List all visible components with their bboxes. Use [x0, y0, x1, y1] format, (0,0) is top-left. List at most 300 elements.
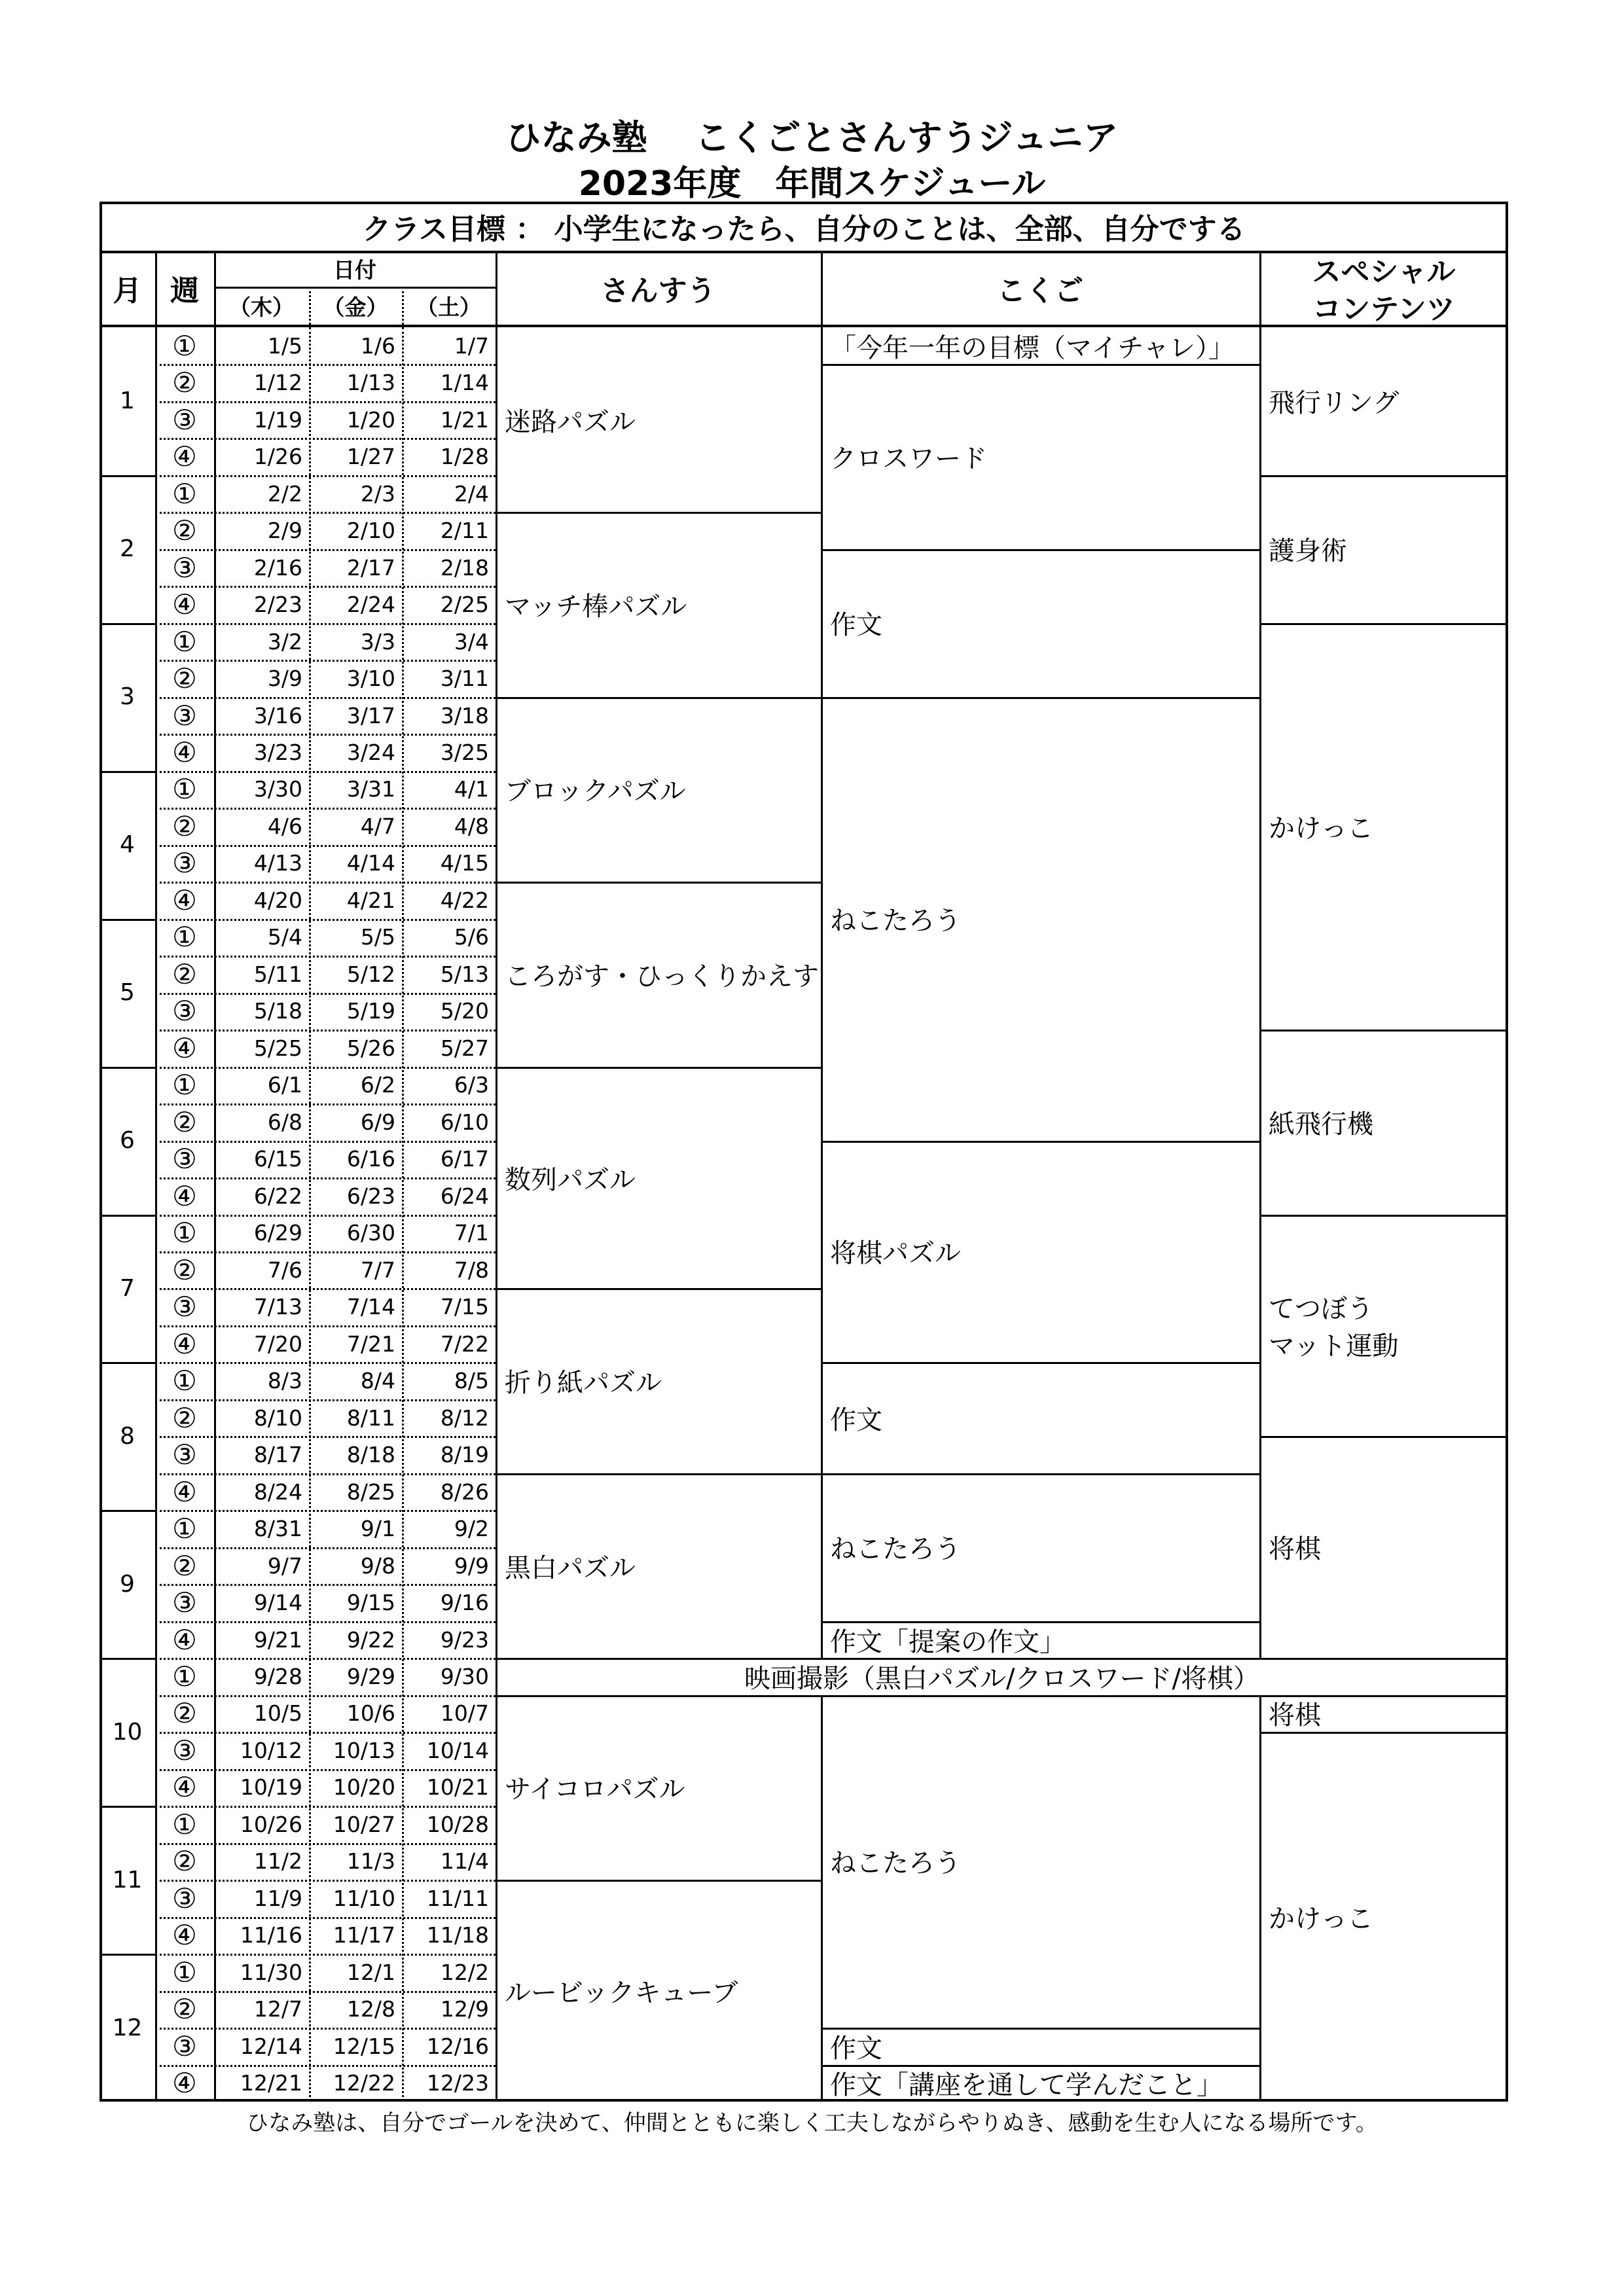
date-fri-label: 1/13: [346, 370, 395, 396]
week-number: [155, 1954, 214, 1990]
date-fri: [309, 1473, 402, 1510]
date-sat-label: 8/19: [440, 1442, 489, 1468]
date-fri-label: 2/10: [346, 518, 395, 544]
date-sat: [402, 1769, 496, 1806]
date-thu-label: 4/13: [253, 850, 302, 876]
date-fri: [309, 1991, 402, 2028]
row-divider: [155, 1954, 496, 1956]
date-fri-label: 3/31: [346, 776, 395, 802]
kokugo-topic-label: ねこたろう: [830, 906, 961, 937]
date-fri-label: 7/7: [360, 1257, 395, 1283]
date-thu: [214, 1288, 309, 1325]
week-number-label: ④: [172, 440, 197, 473]
col-line-group: [1259, 1695, 1261, 2102]
kokugo-topic-divider: [821, 1621, 1259, 1623]
date-fri: [309, 771, 402, 808]
date-thu: [214, 1991, 309, 2028]
date-thu: [214, 1399, 309, 1436]
month-divider: [99, 1806, 155, 1808]
date-thu: [214, 1695, 309, 1732]
special-topic-label: てつぼう マット運動: [1269, 1293, 1399, 1361]
month-label-label: 7: [120, 1274, 135, 1302]
week-number-label: ③: [172, 551, 197, 584]
month-divider: [99, 1510, 155, 1512]
date-thu: [214, 1251, 309, 1288]
week-number-label: ①: [172, 773, 197, 806]
week-number: [155, 993, 214, 1030]
row-divider: [155, 623, 496, 625]
date-fri-label: 10/20: [333, 1774, 395, 1801]
date-fri-label: 9/15: [346, 1590, 395, 1616]
date-sat: [402, 1658, 496, 1695]
date-sat-label: 6/10: [440, 1109, 489, 1135]
date-fri: [309, 808, 402, 844]
sansu-topic-divider: [496, 1067, 821, 1069]
week-number-label: ①: [172, 1365, 197, 1397]
date-fri-label: 10/13: [333, 1737, 395, 1763]
date-sat-label: 4/22: [440, 887, 489, 913]
date-fri: [309, 1880, 402, 1916]
date-sat-label: 10/28: [426, 1811, 489, 1837]
date-thu: [214, 845, 309, 882]
date-thu-label: 4/20: [253, 887, 302, 913]
week-number: [155, 1510, 214, 1547]
date-sat: [402, 364, 496, 401]
date-fri: [309, 660, 402, 696]
row-divider: [155, 1030, 496, 1031]
date-sat: [402, 438, 496, 475]
date-fri: [309, 882, 402, 918]
week-number-label: ③: [172, 1439, 197, 1471]
month-label-label: 6: [120, 1127, 135, 1155]
kokugo-topic: [821, 1473, 1259, 1621]
date-sat-label: 2/4: [454, 480, 489, 507]
date-fri-label: 1/6: [360, 332, 395, 359]
week-number-label: ①: [172, 1660, 197, 1693]
sansu-topic-label: サイコロパズル: [505, 1774, 685, 1805]
date-sat: [402, 1954, 496, 1990]
date-thu-label: 8/3: [267, 1368, 302, 1394]
week-number-label: ②: [172, 1845, 197, 1878]
date-fri: [309, 1436, 402, 1473]
date-thu: [214, 1658, 309, 1695]
date-sat: [402, 1621, 496, 1658]
row-divider: [155, 512, 496, 514]
date-thu-label: 7/20: [253, 1331, 302, 1357]
date-sat: [402, 1103, 496, 1140]
date-fri-label: 2/17: [346, 554, 395, 581]
date-sat-label: 12/16: [426, 2033, 489, 2059]
date-sat-label: 2/11: [440, 518, 489, 544]
special-topic-label: 将棋: [1269, 1534, 1321, 1565]
week-number-label: ③: [172, 847, 197, 880]
date-fri-label: 4/14: [346, 850, 395, 876]
date-thu-label: 3/30: [253, 776, 302, 802]
class-goal-label: クラス目標 ： 小学生になったら、自分のことは、全部、自分でする: [362, 212, 1246, 246]
date-fri-label: 7/14: [346, 1294, 395, 1320]
kokugo-topic-divider: [821, 697, 1259, 699]
date-sat: [402, 882, 496, 918]
week-number: [155, 623, 214, 660]
month-label: [99, 919, 155, 1067]
date-thu-label: 12/14: [240, 2033, 302, 2059]
sansu-topic-divider: [496, 1880, 821, 1882]
sansu-topic-divider: [496, 512, 821, 514]
week-number: [155, 512, 214, 548]
date-sat-label: 7/1: [454, 1220, 489, 1246]
header-week: [155, 251, 214, 325]
date-sat: [402, 956, 496, 992]
date-thu: [214, 1584, 309, 1621]
special-topic: [1259, 1695, 1508, 1732]
week-number-label: ②: [172, 958, 197, 990]
row-divider: [155, 734, 496, 736]
date-sat: [402, 2028, 496, 2064]
date-sat-label: 1/14: [440, 370, 489, 396]
date-fri-label: 10/27: [333, 1811, 395, 1837]
month-divider: [99, 1215, 155, 1217]
date-sat-label: 3/4: [454, 628, 489, 655]
special-topic: [1259, 1030, 1508, 1214]
row-divider: [155, 1399, 496, 1401]
date-sat: [402, 993, 496, 1030]
date-thu-label: 10/12: [240, 1737, 302, 1763]
week-number: [155, 919, 214, 956]
row-divider: [155, 438, 496, 440]
sansu-topic-divider: [496, 697, 821, 699]
date-thu: [214, 1103, 309, 1140]
week-number: [155, 1695, 214, 1732]
date-sat: [402, 1436, 496, 1473]
date-fri-label: 5/5: [360, 924, 395, 950]
date-fri: [309, 327, 402, 364]
header-month-label: 月: [113, 274, 142, 308]
row-divider: [155, 1732, 496, 1734]
sansu-topic-label: 数列パズル: [505, 1164, 636, 1195]
date-thu-label: 6/1: [267, 1072, 302, 1098]
kokugo-topic-divider: [821, 364, 1259, 366]
date-sat: [402, 1991, 496, 2028]
week-number-label: ④: [172, 736, 197, 768]
date-thu-label: 10/5: [253, 1700, 302, 1727]
date-fri: [309, 697, 402, 734]
kokugo-topic: [821, 1141, 1259, 1363]
date-fri: [309, 956, 402, 992]
date-thu: [214, 2065, 309, 2102]
date-fri-label: 11/3: [346, 1848, 395, 1874]
date-sat: [402, 1584, 496, 1621]
month-label: [99, 623, 155, 771]
date-sat-label: 11/4: [440, 1848, 489, 1874]
special-topic-divider: [1259, 475, 1508, 477]
date-fri: [309, 1103, 402, 1140]
date-fri: [309, 2065, 402, 2102]
sansu-topic-label: 迷路パズル: [505, 406, 636, 437]
date-thu: [214, 1215, 309, 1251]
kokugo-topic-divider: [821, 2028, 1259, 2030]
row-divider: [155, 771, 496, 773]
date-thu: [214, 1954, 309, 1990]
kokugo-topic-divider: [821, 1362, 1259, 1364]
week-number: [155, 1436, 214, 1473]
week-number: [155, 1880, 214, 1916]
date-thu-label: 3/9: [267, 666, 302, 692]
sansu-topic-label: 折り紙パズル: [505, 1368, 662, 1399]
date-fri-label: 1/27: [346, 444, 395, 470]
schedule-table: [99, 202, 1508, 2102]
date-sat: [402, 1141, 496, 1177]
date-thu: [214, 993, 309, 1030]
week-number: [155, 808, 214, 844]
kokugo-topic-label: 「今年一年の目標（マイチャレ）」: [830, 332, 1235, 363]
date-fri: [309, 1362, 402, 1399]
date-fri-label: 3/24: [346, 740, 395, 765]
date-thu-label: 6/8: [267, 1109, 302, 1135]
sansu-topic: [496, 1288, 821, 1473]
header-thu-label: （木）: [229, 294, 294, 320]
date-fri-label: 11/10: [333, 1885, 395, 1911]
date-sat-label: 12/23: [426, 2070, 489, 2096]
kokugo-topic-label: 作文「講座を通して学んだこと」: [830, 2070, 1223, 2101]
week-number-label: ①: [172, 625, 197, 658]
date-thu-label: 9/7: [267, 1552, 302, 1579]
date-sat-label: 1/28: [440, 444, 489, 470]
header-special-2: [1259, 288, 1508, 325]
date-fri: [309, 364, 402, 401]
date-thu: [214, 364, 309, 401]
date-fri-label: 12/8: [346, 1996, 395, 2022]
row-divider: [155, 1991, 496, 1993]
date-thu: [214, 660, 309, 696]
month-label-label: 5: [120, 979, 135, 1007]
date-sat-label: 4/15: [440, 850, 489, 876]
month-label-label: 12: [112, 2014, 143, 2041]
date-sat-label: 6/24: [440, 1183, 489, 1209]
row-divider: [155, 1695, 496, 1697]
date-sat: [402, 1732, 496, 1768]
date-sat: [402, 734, 496, 770]
date-thu: [214, 1769, 309, 1806]
week-number-label: ②: [172, 1697, 197, 1730]
date-sat-label: 3/18: [440, 702, 489, 728]
date-sat-label: 3/11: [440, 666, 489, 692]
month-label: [99, 771, 155, 919]
kokugo-topic: [821, 364, 1259, 548]
week-number: [155, 1991, 214, 2028]
date-thu: [214, 1030, 309, 1066]
kokugo-topic-divider: [821, 2065, 1259, 2067]
month-divider: [99, 1954, 155, 1956]
kokugo-topic-divider: [821, 1141, 1259, 1143]
date-thu-label: 8/31: [253, 1516, 302, 1542]
month-divider: [99, 771, 155, 773]
date-fri: [309, 1288, 402, 1325]
date-fri-label: 3/17: [346, 702, 395, 728]
date-thu-label: 2/23: [253, 592, 302, 618]
date-thu: [214, 1917, 309, 1954]
month-label-label: 10: [112, 1718, 143, 1746]
date-fri-label: 6/30: [346, 1220, 395, 1246]
date-fri: [309, 1251, 402, 1288]
date-thu-label: 3/23: [253, 740, 302, 765]
header-month: [99, 251, 155, 325]
date-fri: [309, 845, 402, 882]
row-divider: [155, 475, 496, 477]
date-sat: [402, 1251, 496, 1288]
header-sansu-label: さんすう: [600, 274, 716, 308]
date-fri: [309, 1325, 402, 1362]
kokugo-topic: [821, 1695, 1259, 2028]
week-number-label: ④: [172, 1327, 197, 1360]
kokugo-topic-label: 作文「提案の作文」: [830, 1626, 1066, 1657]
date-thu: [214, 771, 309, 808]
date-sat-label: 2/25: [440, 592, 489, 618]
date-thu: [214, 1177, 309, 1214]
week-number-label: ①: [172, 921, 197, 954]
week-number-label: ①: [172, 1513, 197, 1545]
week-number: [155, 327, 214, 364]
date-fri: [309, 1954, 402, 1990]
date-fri: [309, 1030, 402, 1066]
kokugo-topic-label: 将棋パズル: [830, 1238, 961, 1269]
date-thu: [214, 808, 309, 844]
date-fri-label: 2/3: [360, 480, 395, 507]
month-label-label: 9: [120, 1570, 135, 1598]
row-divider: [155, 1362, 496, 1364]
special-topic: [1259, 1215, 1508, 1437]
date-sat-label: 9/23: [440, 1626, 489, 1653]
date-sat: [402, 1473, 496, 1510]
week-number-label: ②: [172, 367, 197, 399]
date-fri-label: 9/22: [346, 1626, 395, 1653]
date-sat: [402, 1806, 496, 1842]
row-divider: [155, 956, 496, 958]
date-fri: [309, 438, 402, 475]
week-number: [155, 1030, 214, 1066]
date-sat: [402, 1399, 496, 1436]
date-fri: [309, 993, 402, 1030]
col-line-group: [496, 251, 497, 1658]
row-divider: [155, 1917, 496, 1919]
date-sat-label: 12/2: [440, 1959, 489, 1985]
sansu-topic-label: マッチ棒パズル: [505, 592, 687, 622]
date-fri: [309, 1658, 402, 1695]
date-fri: [309, 1067, 402, 1103]
sansu-topic-divider: [496, 1288, 821, 1290]
week-number: [155, 734, 214, 770]
header-special-1: [1259, 251, 1508, 288]
date-sat: [402, 1215, 496, 1251]
date-thu: [214, 1362, 309, 1399]
week-number-label: ①: [172, 1956, 197, 1988]
sansu-topic-label: ころがす・ひっくりかえす: [505, 961, 819, 992]
week-number: [155, 1584, 214, 1621]
month-label-label: 1: [120, 387, 135, 415]
week-number: [155, 2028, 214, 2064]
date-thu: [214, 1436, 309, 1473]
row-divider: [155, 697, 496, 699]
week-number-label: ③: [172, 1882, 197, 1914]
week-number-label: ④: [172, 1919, 197, 1952]
date-fri: [309, 1621, 402, 1658]
row-divider: [155, 2065, 496, 2067]
date-sat-label: 11/11: [426, 1885, 489, 1911]
date-thu-label: 3/2: [267, 628, 302, 655]
sansu-topic: [496, 697, 821, 882]
date-sat: [402, 1547, 496, 1584]
date-thu: [214, 1621, 309, 1658]
date-thu-label: 9/14: [253, 1590, 302, 1616]
week-number: [155, 401, 214, 438]
week-number: [155, 1732, 214, 1768]
sansu-topic-label: ブロックパズル: [505, 776, 686, 807]
week-number: [155, 1917, 214, 1954]
date-sat-label: 1/21: [440, 406, 489, 433]
week-number-label: ②: [172, 1401, 197, 1434]
date-sat-label: 12/9: [440, 1996, 489, 2022]
row-divider: [155, 364, 496, 366]
date-thu: [214, 401, 309, 438]
month-divider: [99, 919, 155, 921]
date-sat: [402, 327, 496, 364]
row-divider: [155, 1880, 496, 1882]
date-thu: [214, 586, 309, 622]
month-label: [99, 1215, 155, 1363]
week-number-label: ③: [172, 403, 197, 436]
week-number: [155, 882, 214, 918]
date-sat: [402, 660, 496, 696]
header-fri-label: （金）: [323, 294, 388, 320]
date-sat-label: 6/3: [454, 1072, 489, 1098]
month-label-label: 3: [120, 683, 135, 711]
row-divider: [155, 1325, 496, 1327]
week-number-label: ②: [172, 1105, 197, 1138]
header-dot: [402, 287, 404, 325]
date-fri: [309, 1843, 402, 1880]
month-label: [99, 1954, 155, 2102]
month-label: [99, 1362, 155, 1510]
row-divider: [155, 1547, 496, 1549]
date-fri-label: 8/11: [346, 1405, 395, 1431]
week-number-label: ③: [172, 1291, 197, 1323]
date-fri: [309, 586, 402, 622]
date-sat-label: 10/14: [426, 1737, 489, 1763]
special-topic-divider: [1259, 623, 1508, 625]
date-sat: [402, 1030, 496, 1066]
week-number-label: ②: [172, 1993, 197, 2026]
date-thu: [214, 1067, 309, 1103]
date-sat: [402, 512, 496, 548]
date-sat: [402, 1695, 496, 1732]
header-sat: [402, 287, 496, 325]
date-fri-label: 1/20: [346, 406, 395, 433]
month-label-label: 11: [112, 1866, 143, 1893]
week-number: [155, 1547, 214, 1584]
special-topic-label: 紙飛行機: [1269, 1109, 1373, 1139]
week-number: [155, 771, 214, 808]
special-topic-divider: [1259, 1436, 1508, 1438]
kokugo-topic: [821, 549, 1259, 697]
date-fri-label: 12/22: [333, 2070, 395, 2096]
week-number-label: ④: [172, 1179, 197, 1212]
date-thu: [214, 882, 309, 918]
kokugo-topic: [821, 697, 1259, 1141]
date-thu-label: 5/4: [267, 924, 302, 950]
week-number: [155, 1067, 214, 1103]
sansu-topic: [496, 327, 821, 512]
date-thu: [214, 2028, 309, 2064]
week-number: [155, 1141, 214, 1177]
